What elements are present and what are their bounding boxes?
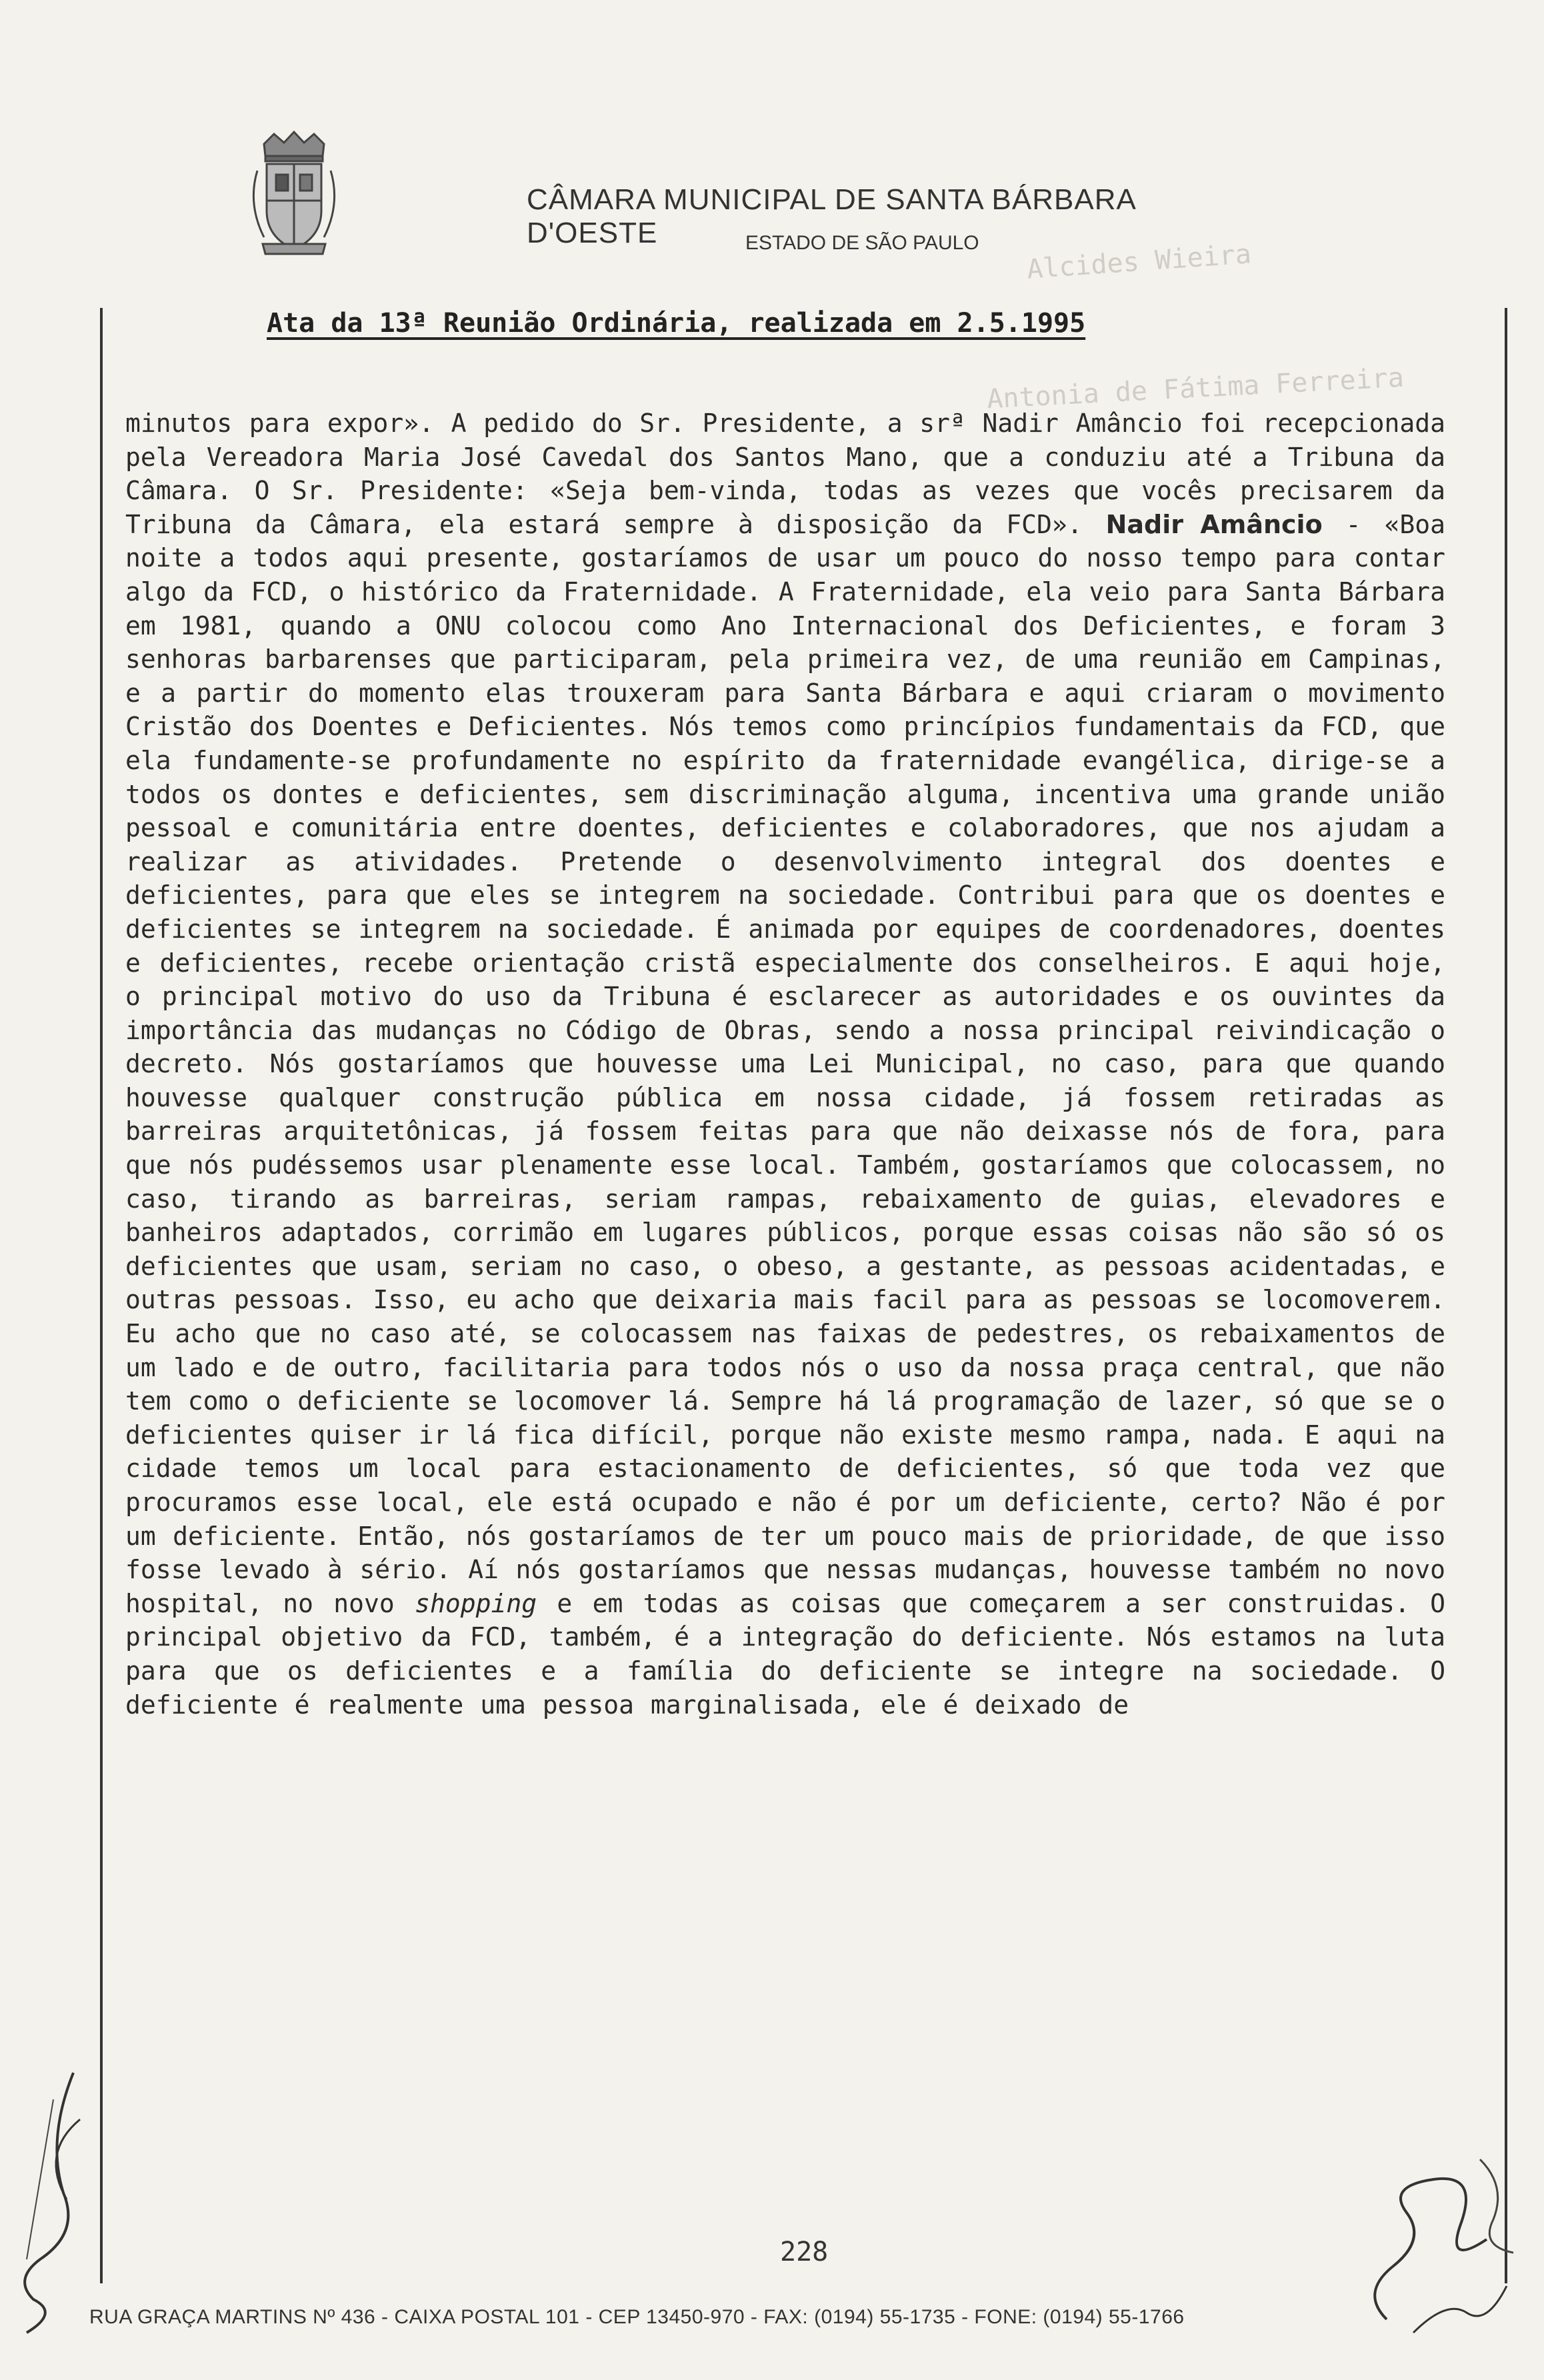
left-margin-signature-icon (0, 2059, 93, 2339)
page-number: 228 (780, 2237, 829, 2267)
speaker-name: Nadir Amâncio (1105, 509, 1323, 539)
left-margin-rule (100, 308, 103, 2283)
minutes-title: Ata da 13ª Reunião Ordinária, realizada em 2.5.1995 (267, 308, 1086, 339)
footer-address: RUA GRAÇA MARTINS Nº 436 - CAIXA POSTAL 101 - CEP 13450-970 - FAX: (0194) 55-1735 - FONE: (0194) 55-1766 (89, 2306, 1185, 2328)
minutes-body (125, 407, 1445, 1722)
bleed-through-text: Alcides Wieira (1025, 239, 1253, 285)
body-paragraph-part: - «Boa noite a todos aqui presente, gostaríamos de usar um pouco do nosso tempo para contar algo da FCD, o histórico da Fraternidade. A Fraternidade, ela veio para Santa Bárbara em 1981, quando a ONU colocou como Ano Internacional dos Deficientes, e foram 3 senhoras barbarenses que participaram, pela primeira vez, de uma reunião em Campinas, e a partir do momento elas trouxeram para Santa Bárbara e aqui criaram o movimento Cristão dos Doentes e Deficientes. Nós temos como princípios fundamentais da FCD, que ela fundamente-se profundamente no espírito da fraternidade evangélica, dirige-se a todos os dontes e deficientes, sem discriminação alguma, incentiva uma grande união pessoal e comunitária entre doentes, deficientes e colaboradores, que nos ajudam a realizar as atividades. Pretende o desenvolvimento integral dos doentes e deficientes, para que eles se integrem na sociedade. Contribui para que os doentes e deficientes se integrem na sociedade. É animada por equipes de coordenadores, doentes e deficientes, recebe orientação cristã especialmente dos conselheiros. E aqui hoje, o principal motivo do uso da Tribuna é esclarecer as autoridades e os ouvintes da importância das mudanças no Código de Obras, sendo a nossa principal reivindicação o decreto. Nós gostaríamos que houvesse uma Lei Municipal, no caso, para que quando houvesse qualquer construção pública em nossa cidade, já fossem retiradas as barreiras arquitetônicas, já fossem feitas para que não deixasse nós de fora, para que nós pudéssemos usar plenamente esse local. Também, gostaríamos que colocassem, no caso, tirando as barreiras, seriam rampas, rebaixamento de guias, elevadores e banheiros adaptados, corrimão em lugares públicos, porque essas coisas não são só os deficientes que usam, seriam no caso, o obeso, a gestante, as pessoas acidentadas, e outras pessoas. Isso, eu acho que deixaria mais facil para as pessoas se locomoverem. Eu acho que no caso até, se colocassem nas faixas de pedestres, os rebaixamentos de um lado e de outro, facilitaria para todos nós o uso da nossa praça central, que não tem como o deficiente se locomover lá. Sempre há lá programação de lazer, só que se o deficientes quiser ir lá fica difícil, porque não existe mesmo rampa, nada. E aqui na cidade temos um local para estacionamento de deficientes, só que toda vez que procuramos esse local, ele está ocupado e não é por um deficiente, certo? Não é por um deficiente. Então, nós gostaríamos de ter um pouco mais de prioridade, de que isso fosse levado à sério. Aí nós gostaríamos que nessas mudanças, houvesse também no novo hospital, no novo (125, 509, 1445, 1618)
right-margin-rule (1505, 308, 1507, 2283)
italic-word: shopping (415, 1588, 537, 1618)
org-name: CÂMARA MUNICIPAL DE SANTA BÁRBARA D'OESTE (527, 183, 1135, 249)
bleed-through-text: Antonia de Fátima Ferreira (986, 362, 1405, 415)
body-paragraph-part: e em todas as coisas que começarem a ser construidas. O principal objetivo da FCD, também, é a integração do deficiente. Nós estamos na luta para que os deficientes e a família do deficiente se integre na sociedade. O deficiente é realmente uma pessoa marginalisada, ele é deixado de (125, 1588, 1445, 1720)
org-state: ESTADO DE SÃO PAULO (745, 232, 979, 254)
municipal-crest-icon (244, 131, 344, 257)
body-paragraph-part: minutos para expor». A pedido do Sr. Presidente, a srª Nadir Amâncio foi recepcionada pela Vereadora Maria José Cavedal dos Santos Mano, que a conduziu até a Tribuna da Câmara. O Sr. Presidente: «Seja bem-vinda, todas as vezes que vocês precisarem da Tribuna da Câmara, ela estará sempre à disposição da FCD». (125, 409, 1445, 539)
